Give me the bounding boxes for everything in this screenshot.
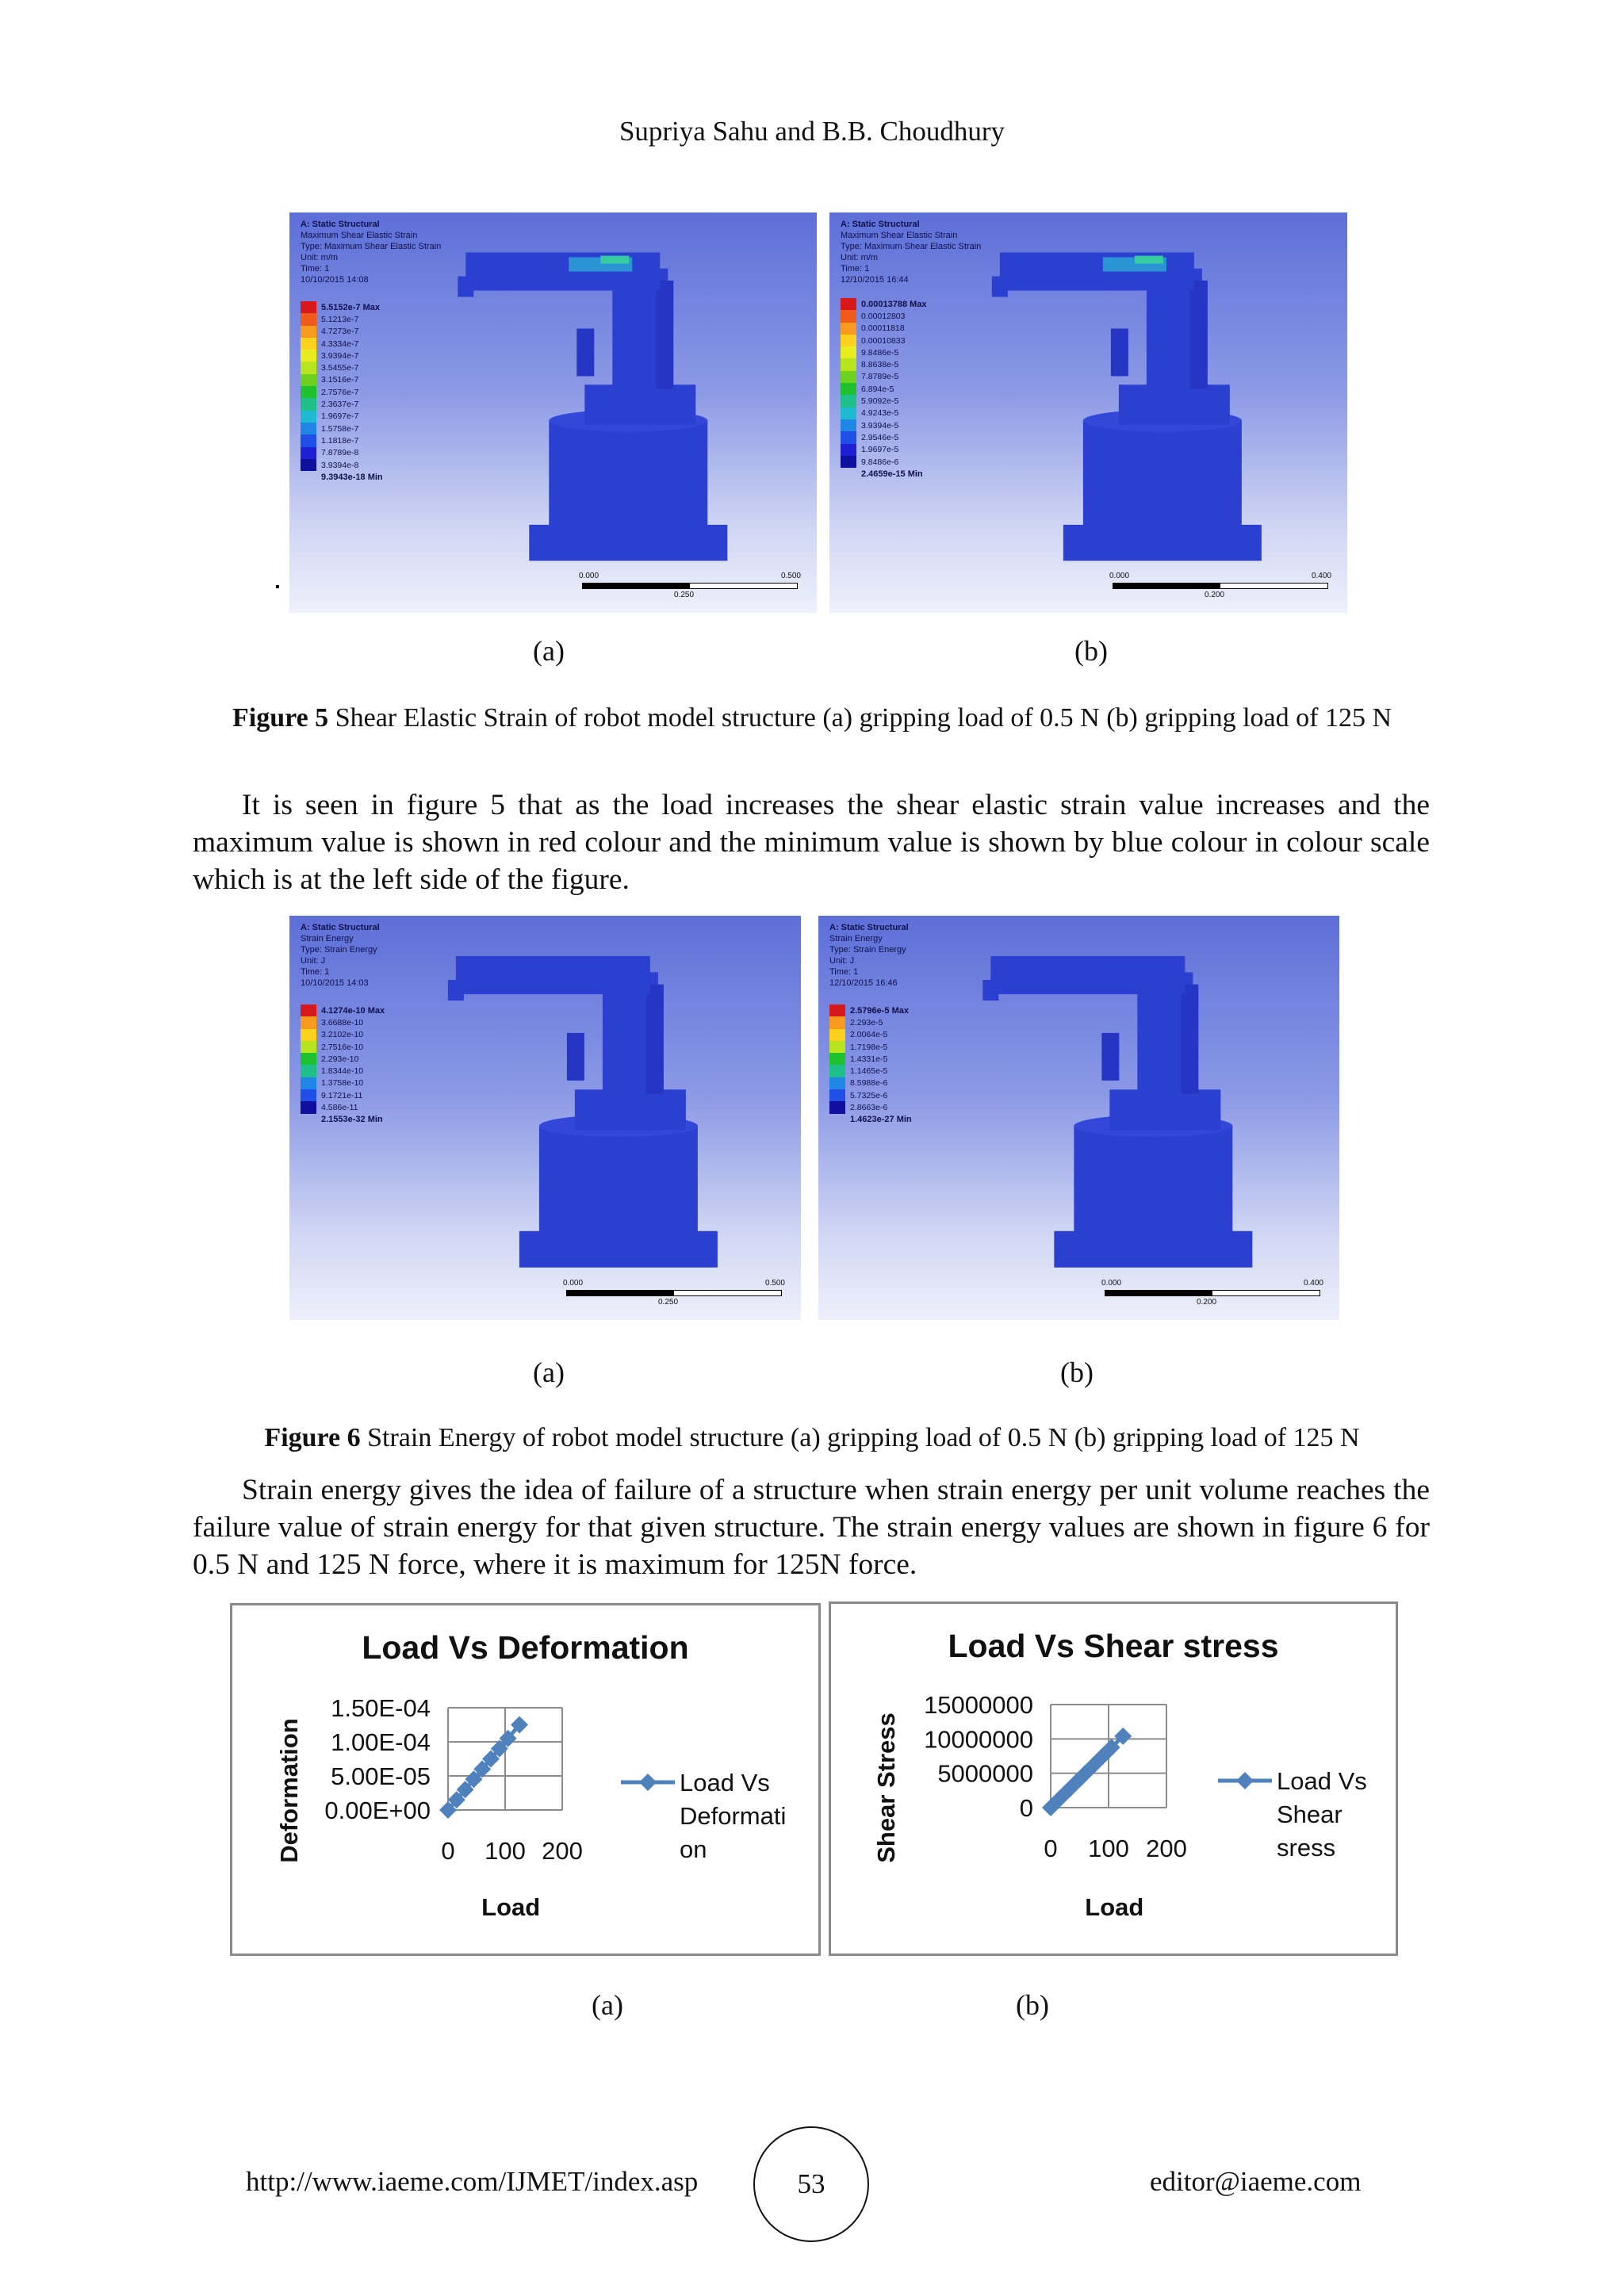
robot-base-plate	[529, 525, 727, 561]
legend-max-label: 4.1274e-10 Max	[321, 1005, 385, 1016]
x-tick-label: 200	[542, 1837, 583, 1865]
robot-model-render	[829, 212, 1347, 613]
legend-level-label: 4.9243e-5	[861, 408, 899, 419]
robot-waist	[575, 1089, 686, 1130]
scale-mid-label: 0.250	[658, 1298, 679, 1307]
chart-title: Load Vs Deformation	[362, 1629, 689, 1666]
x-axis-title: Load	[1085, 1893, 1144, 1921]
legend-min-label: 2.4659e-15 Min	[861, 469, 923, 479]
legend-level-label: 2.7576e-7	[321, 387, 359, 397]
legend-max-label: 2.5796e-5 Max	[850, 1005, 909, 1016]
chart-load-vs-deformation	[230, 1603, 821, 1956]
scale-bar-graphic	[1105, 1290, 1320, 1296]
stray-dot	[276, 585, 279, 588]
info-line: A: Static Structural	[301, 220, 380, 229]
legend-level-label: 2.293e-10	[321, 1054, 359, 1064]
figure6-caption	[174, 1421, 1450, 1456]
chart-load-vs-shear-stress	[829, 1601, 1398, 1956]
legend-level-label: 0.00010833	[861, 335, 906, 346]
robot-waist	[1109, 1089, 1220, 1130]
y-tick-label: 1.00E-04	[331, 1728, 431, 1756]
legend-level-label: 4.586e-11	[321, 1103, 358, 1113]
robot-arm-side	[1181, 985, 1198, 1094]
robot-base-column	[539, 1126, 698, 1235]
legend-max-label: 5.5152e-7 Max	[321, 302, 380, 312]
legend-level-label: 1.4331e-5	[850, 1054, 888, 1064]
legend-level-label: 1.3758e-10	[321, 1078, 364, 1089]
legend-level-label: 1.7198e-5	[850, 1042, 888, 1052]
info-line: 10/10/2015 14:03	[301, 978, 369, 988]
x-tick-label: 100	[1088, 1835, 1129, 1862]
figure5-panel-b	[829, 212, 1347, 613]
robot-base-column	[549, 421, 707, 529]
figure6-caption-text: Strain Energy of robot model structure (a) gripping load of 0.5 N (b) gripping load of 125 N	[360, 1423, 1360, 1452]
x-tick-label: 0	[1044, 1835, 1058, 1862]
robot-waist	[1119, 385, 1230, 425]
legend-level-label: 3.6688e-10	[321, 1017, 364, 1027]
info-line: Unit: m/m	[301, 253, 339, 262]
chart-title: Load Vs Shear stress	[948, 1628, 1279, 1664]
y-tick-label: 0.00E+00	[324, 1797, 431, 1824]
robot-base-plate	[1063, 525, 1262, 561]
robot-arm-side	[1190, 281, 1208, 388]
legend-level-label: 3.9394e-8	[321, 460, 359, 470]
legend-level-label: 3.9394e-7	[321, 350, 359, 361]
legend-level-label: 1.1465e-5	[850, 1066, 888, 1077]
info-line: Strain Energy	[829, 934, 883, 943]
legend-level-label: 2.0064e-5	[850, 1030, 888, 1040]
y-tick-label: 15000000	[924, 1691, 1033, 1719]
scale-bar	[1109, 572, 1331, 600]
running-header-authors: Supriya Sahu and B.B. Choudhury	[619, 116, 1005, 147]
robot-model-render	[289, 212, 817, 613]
chart-sublabel-a: (a)	[592, 1989, 623, 2021]
robot-arm-side	[656, 281, 673, 388]
info-line: A: Static Structural	[841, 220, 920, 229]
robot-joint	[567, 1033, 584, 1081]
legend-level-label: 3.2102e-10	[321, 1030, 364, 1040]
legend-level-label: 1.9697e-7	[321, 411, 359, 422]
robot-arm-side	[646, 985, 664, 1094]
figure6-panel-b	[818, 916, 1339, 1320]
legend-level-label: 3.9394e-5	[861, 420, 899, 430]
scale-left-label: 0.000	[563, 1279, 584, 1288]
legend-level-label: 5.7325e-6	[850, 1090, 888, 1100]
paragraph-shear-strain: It is seen in figure 5 that as the load increases the shear elastic strain value increases and the maximum value is shown in red colour and the minimum value is shown by blue colour in colour scale which is at the left side of the figure.	[193, 789, 1430, 896]
figure6-sublabel-b: (b)	[1060, 1357, 1094, 1388]
robot-joint	[1101, 1033, 1119, 1081]
legend-level-label: 2.9546e-5	[861, 432, 899, 442]
robot-gripper	[992, 277, 1008, 297]
scale-bar-graphic	[1113, 583, 1328, 589]
legend-level-label: 7.8789e-8	[321, 448, 359, 458]
info-line: 12/10/2015 16:44	[841, 275, 909, 285]
scale-right-label: 0.400	[1311, 572, 1331, 580]
legend-marker	[1236, 1772, 1254, 1789]
legend-label: Load Vs	[1277, 1767, 1367, 1795]
legend-label: Deformati	[680, 1802, 787, 1830]
info-line: Type: Maximum Shear Elastic Strain	[841, 242, 982, 251]
robot-gripper	[982, 980, 998, 1001]
chart-sublabel-b: (b)	[1016, 1989, 1049, 2021]
paragraph-strain-energy: Strain energy gives the idea of failure of a structure when strain energy per unit volume reaches the failure value of strain energy for that given structure. The strain energy values are shown in figure 6 for 0.5 N and 125 N force, where it is maximum for 125N force.	[193, 1474, 1430, 1581]
figure5-sublabel-a: (a)	[533, 635, 565, 667]
robot-gripper	[448, 980, 464, 1001]
legend-max-label: 0.00013788 Max	[861, 299, 927, 309]
robot-base-plate	[1054, 1231, 1252, 1268]
legend-level-label: 0.00012803	[861, 311, 906, 321]
robot-joint	[1111, 328, 1128, 376]
y-tick-label: 10000000	[924, 1725, 1033, 1754]
info-line: Time: 1	[829, 967, 859, 977]
figure6-caption-label: Figure 6	[264, 1423, 361, 1452]
legend-level-label: 9.8486e-6	[861, 457, 899, 467]
scale-bar	[1101, 1279, 1323, 1307]
strain-hotspot	[1135, 256, 1163, 264]
strain-hotspot	[600, 256, 629, 264]
legend-level-label: 5.9092e-5	[861, 396, 899, 407]
legend-min-label: 2.1553e-32 Min	[321, 1115, 383, 1125]
x-tick-label: 100	[485, 1837, 526, 1865]
info-line: A: Static Structural	[301, 923, 380, 932]
legend-level-label: 8.5988e-6	[850, 1078, 888, 1089]
y-axis-title: Deformation	[275, 1718, 303, 1863]
figure6-panel-a	[289, 916, 801, 1320]
figure5-sublabel-b: (b)	[1074, 635, 1108, 667]
y-axis-title: Shear Stress	[872, 1712, 900, 1863]
info-line: Unit: m/m	[841, 253, 879, 262]
robot-base-column	[1083, 421, 1242, 529]
scale-bar-graphic	[566, 1290, 782, 1296]
robot-base-plate	[519, 1231, 718, 1268]
x-axis-title: Load	[481, 1893, 541, 1921]
robot-joint	[576, 328, 594, 376]
info-line: Type: Maximum Shear Elastic Strain	[301, 242, 442, 251]
scale-mid-label: 0.200	[1205, 591, 1225, 599]
legend-level-label: 2.8663e-6	[850, 1103, 888, 1113]
scale-bar-graphic	[582, 583, 798, 589]
info-line: Type: Strain Energy	[301, 945, 377, 955]
legend-level-label: 1.9697e-5	[861, 445, 899, 455]
page-number: 53	[753, 2126, 869, 2242]
y-tick-label: 1.50E-04	[331, 1694, 431, 1722]
legend-level-label: 7.8789e-5	[861, 372, 899, 382]
legend-label: Shear	[1277, 1800, 1342, 1828]
info-line: Maximum Shear Elastic Strain	[301, 231, 418, 240]
footer-email: editor@iaeme.com	[1150, 2166, 1362, 2197]
robot-gripper	[458, 277, 473, 297]
scale-right-label: 0.500	[780, 572, 801, 580]
legend-level-label: 1.1818e-7	[321, 435, 359, 446]
info-line: Type: Strain Energy	[829, 945, 906, 955]
chart-plot-area	[232, 1605, 818, 1954]
robot-forearm	[990, 956, 1185, 994]
info-line: Strain Energy	[301, 934, 354, 943]
robot-forearm	[456, 956, 650, 994]
y-tick-label: 5000000	[937, 1759, 1033, 1788]
legend-level-label: 2.7516e-10	[321, 1042, 364, 1052]
info-line: Unit: J	[301, 956, 326, 966]
info-line: A: Static Structural	[829, 923, 909, 932]
info-line: Time: 1	[301, 967, 330, 977]
figure5-caption	[174, 701, 1450, 736]
legend-level-label: 9.8486e-5	[861, 347, 899, 358]
y-tick-label: 5.00E-05	[331, 1762, 431, 1790]
scale-mid-label: 0.200	[1197, 1298, 1217, 1307]
info-line: 12/10/2015 16:46	[829, 978, 898, 988]
legend-level-label: 9.1721e-11	[321, 1090, 363, 1100]
scale-left-label: 0.000	[1101, 1279, 1122, 1288]
legend-level-label: 8.8638e-5	[861, 360, 899, 370]
info-line: Time: 1	[301, 264, 330, 274]
scale-right-label: 0.500	[764, 1279, 785, 1288]
legend-level-label: 1.5758e-7	[321, 423, 359, 434]
legend-level-label: 6.894e-5	[861, 384, 894, 394]
info-line: Time: 1	[841, 264, 870, 274]
legend-level-label: 4.3334e-7	[321, 339, 359, 349]
figure5-caption-label: Figure 5	[232, 703, 329, 733]
legend-level-label: 1.8344e-10	[321, 1066, 364, 1077]
footer-journal-url: http://www.iaeme.com/IJMET/index.asp	[246, 2166, 699, 2197]
legend-level-label: 0.00011818	[861, 323, 905, 334]
legend-level-label: 3.1516e-7	[321, 375, 359, 385]
legend-min-label: 9.3943e-18 Min	[321, 472, 383, 482]
legend-level-label: 2.3637e-7	[321, 400, 359, 410]
figure5-panel-a	[289, 212, 817, 613]
x-tick-label: 200	[1146, 1835, 1187, 1862]
figure6-sublabel-a: (a)	[533, 1357, 565, 1388]
scale-bar	[579, 572, 801, 600]
info-line: 10/10/2015 14:08	[301, 275, 369, 285]
legend-level-label: 2.293e-5	[850, 1017, 883, 1027]
figure5-caption-text: Shear Elastic Strain of robot model structure (a) gripping load of 0.5 N (b) gripping load of 125 N	[328, 703, 1392, 733]
legend-label: on	[680, 1835, 707, 1863]
legend-level-label: 5.1213e-7	[321, 314, 359, 324]
legend-level-label: 4.7273e-7	[321, 327, 359, 337]
robot-waist	[584, 385, 695, 425]
robot-base-column	[1074, 1126, 1232, 1235]
legend-level-label: 3.5455e-7	[321, 363, 359, 373]
legend-marker	[639, 1774, 657, 1791]
scale-bar	[563, 1279, 785, 1307]
info-line: Maximum Shear Elastic Strain	[841, 231, 958, 240]
robot-model-render	[289, 916, 801, 1320]
scale-left-label: 0.000	[579, 572, 599, 580]
y-tick-label: 0	[1019, 1794, 1033, 1822]
scale-left-label: 0.000	[1109, 572, 1130, 580]
scale-right-label: 0.400	[1303, 1279, 1323, 1288]
legend-label: sress	[1277, 1834, 1336, 1862]
x-tick-label: 0	[441, 1837, 455, 1865]
legend-min-label: 1.4623e-27 Min	[850, 1115, 912, 1125]
robot-model-render	[818, 916, 1339, 1320]
chart-plot-area	[831, 1604, 1396, 1954]
scale-mid-label: 0.250	[674, 591, 695, 599]
legend-label: Load Vs	[680, 1769, 770, 1797]
info-line: Unit: J	[829, 956, 855, 966]
